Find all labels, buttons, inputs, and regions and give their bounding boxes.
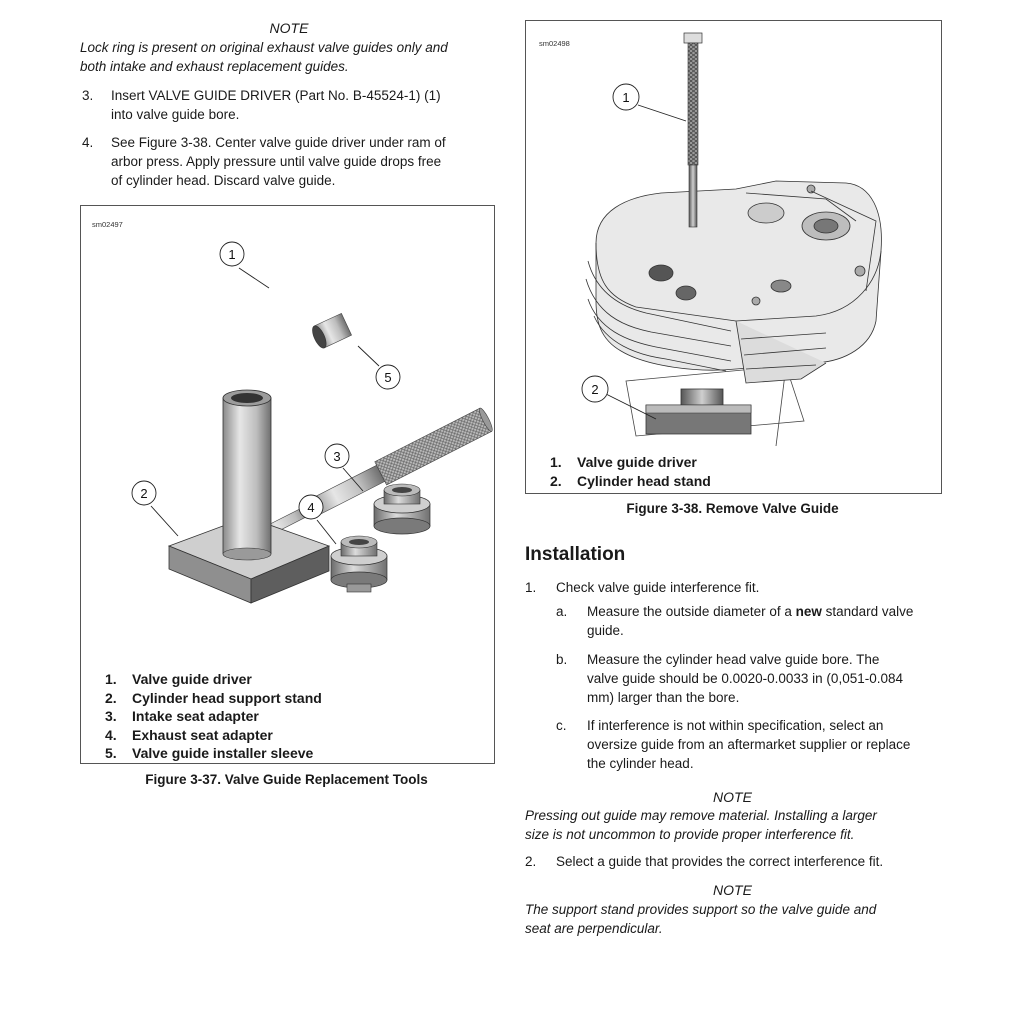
substep-letter: b. [556,652,568,667]
callout-2 [132,481,156,505]
figure-legend [550,453,930,490]
substep-text: guide. [587,623,624,638]
figure-3-37 [80,205,495,764]
note-heading: NOTE [269,20,309,36]
note-line: Lock ring is present on original exhaust valve guides only and [80,40,448,55]
note-text [525,806,945,844]
note-text [525,900,945,938]
substep-text: oversize guide from an aftermarket supplier or replace [587,737,911,752]
installer-sleeve-drawing [310,313,352,350]
callout-5 [376,365,400,389]
step-number: 4. [82,135,94,150]
intake-seat-adapter-drawing [374,484,430,534]
callout-2 [582,376,608,402]
text-run: Measure the outside diameter of a [587,604,796,619]
substep-text: Measure the cylinder head valve guide bore. The [587,652,880,667]
exhaust-seat-adapter-drawing [331,536,387,592]
bold-text: new [795,604,822,619]
step-text: Check valve guide interference fit. [556,580,760,595]
legend-label: Exhaust seat adapter [132,726,273,743]
note-heading: NOTE [713,882,752,898]
callout-label: 5 [384,370,392,385]
callout-label: 2 [591,382,599,397]
legend-label: Valve guide driver [132,671,252,687]
callout-label: 4 [307,500,315,515]
note-line: seat are perpendicular. [525,921,663,936]
substep-text: mm) larger than the bore. [587,690,740,705]
substep-letter: c. [556,718,567,733]
section-heading: Installation [525,544,626,565]
legend-item [105,726,485,745]
step-text: Select a guide that provides the correct interference fit. [556,854,884,869]
legend-item [105,744,485,763]
legend-label: Valve guide installer sleeve [132,745,314,761]
step-text: arbor press. Apply pressure until valve guide drops free [111,154,442,169]
legend-item [105,689,485,708]
legend-number: 3. [105,708,117,724]
figure-caption: Figure 3-38. Remove Valve Guide [626,501,839,516]
cylinder-head-drawing [586,181,881,383]
step-text: of cylinder head. Discard valve guide. [111,173,336,188]
callout-3 [325,444,349,468]
step-text: Insert VALVE GUIDE DRIVER (Part No. B-45524-1) (1) [111,88,441,103]
step-4 [82,133,502,193]
substep-b [556,650,946,710]
callout-label: 3 [333,449,341,464]
substep-c [556,716,946,776]
figure-3-38 [525,20,942,494]
step-number: 2. [525,854,537,869]
substep-letter: a. [556,604,568,619]
figure-3-37-illustration [81,206,494,676]
legend-item [550,472,930,491]
legend-number: 1. [550,454,562,470]
install-step-2 [525,852,945,872]
figure-id: sm02497 [92,220,123,229]
substep-a [556,602,946,642]
step-3 [82,86,502,126]
step-text: into valve guide bore. [111,107,240,122]
note-line: Pressing out guide may remove material. Installing a larger [525,808,877,823]
legend-label: Intake seat adapter [132,708,259,724]
callout-1 [613,84,639,110]
legend-label: Cylinder head support stand [132,689,322,706]
install-step-1 [525,578,940,598]
note-text [80,38,510,76]
figure-id: sm02498 [539,39,570,48]
callout-label: 2 [140,486,148,501]
legend-number: 2. [550,472,562,489]
note-heading: NOTE [713,789,752,805]
legend-label: Cylinder head stand [577,472,711,489]
figure-3-38-illustration [526,21,941,451]
figure-caption: Figure 3-37. Valve Guide Replacement Tools [145,772,428,787]
valve-guide-driver-drawing [252,407,494,548]
legend-item [105,707,485,726]
legend-number: 2. [105,689,117,706]
callout-label: 1 [228,247,236,262]
step-text: See Figure 3-38. Center valve guide driver under ram of [111,135,446,150]
note-line: size is not uncommon to provide proper interference fit. [525,827,855,842]
callout-4 [299,495,323,519]
figure-legend [105,670,485,763]
legend-number: 5. [105,745,117,761]
legend-item [550,453,930,472]
step-number: 1. [525,580,537,595]
note-line: both intake and exhaust replacement guides. [80,59,349,74]
substep-text [587,602,913,621]
callout-1 [220,242,244,266]
step-number: 3. [82,88,94,103]
legend-label: Valve guide driver [577,454,697,470]
callout-label: 1 [622,90,630,105]
substep-text: valve guide should be 0.0020-0.0033 in (0,051-0.084 [587,671,903,686]
note-line: The support stand provides support so the valve guide and [525,902,877,917]
text-run: standard valve [821,604,914,619]
legend-number: 4. [105,726,117,743]
substep-text: If interference is not within specification, select an [587,718,884,733]
legend-number: 1. [105,671,117,687]
legend-item [105,670,485,689]
substep-text: the cylinder head. [587,756,694,771]
